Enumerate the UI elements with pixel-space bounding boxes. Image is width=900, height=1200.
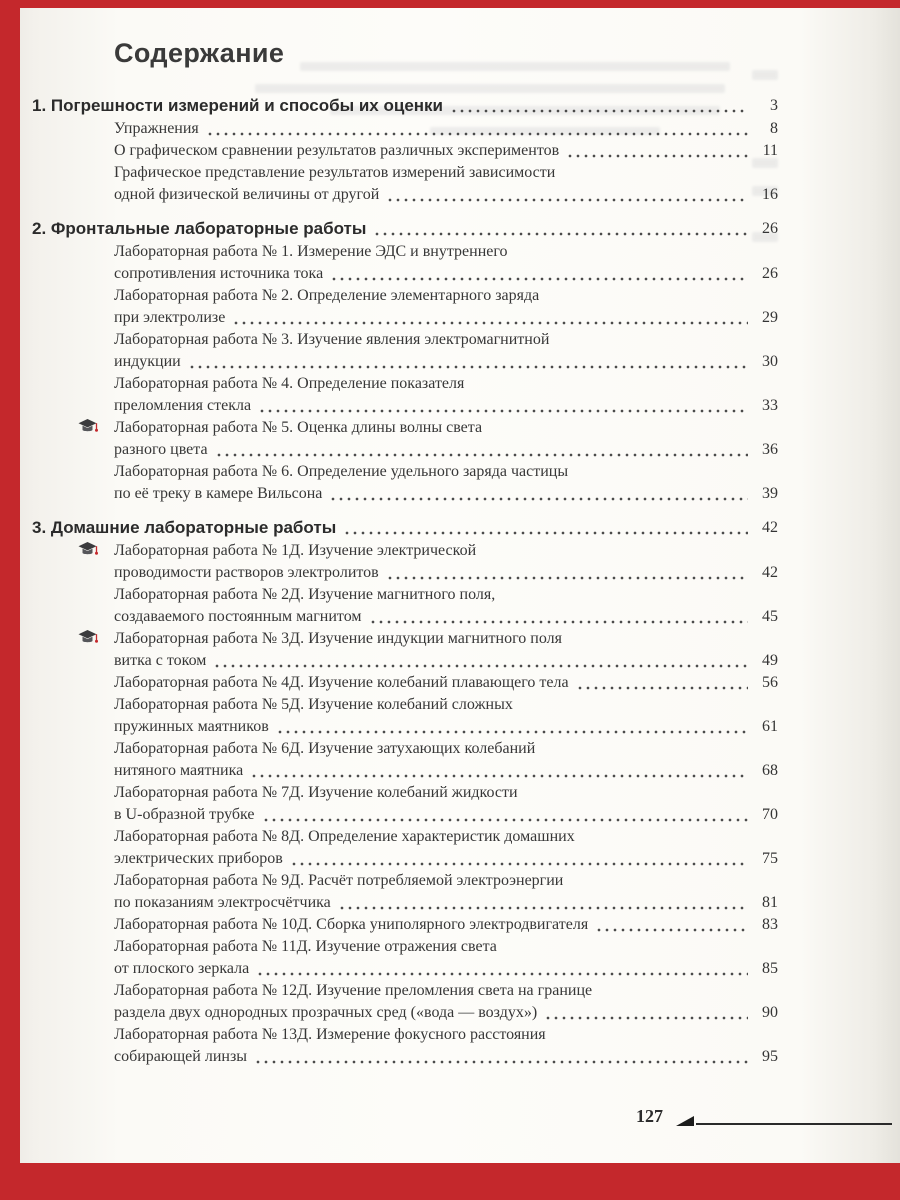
entry-line: Лабораторная работа № 3Д. Изучение индукции магнитного поля: [114, 630, 562, 647]
toc-entry: [114, 782, 778, 826]
entry-last-line: [114, 1002, 778, 1024]
toc-entry: [114, 329, 778, 373]
section-heading-row: [32, 218, 778, 240]
table-of-contents: [32, 38, 778, 1068]
entry-last-line: [114, 650, 778, 672]
entry-line: Лабораторная работа № 3. Изучение явления электромагнитной: [114, 331, 550, 348]
footer-rule: [696, 1123, 892, 1125]
book-cover-edge-left: [0, 0, 20, 1200]
entry-page-number: 83: [762, 916, 778, 933]
dot-leader: [338, 906, 748, 910]
section-heading-label: 3. Домашние лабораторные работы: [32, 518, 337, 537]
entry-page-number: 56: [762, 674, 778, 691]
entry-last-line: [114, 804, 778, 826]
section-entries: [32, 118, 778, 206]
dot-leader: [256, 972, 748, 976]
dot-leader: [566, 154, 748, 158]
entry-line: Лабораторная работа № 12Д. Изучение преломления света на границе: [114, 982, 593, 999]
dot-leader: [369, 620, 748, 624]
entry-line: Лабораторная работа № 4Д. Изучение колебаний плавающего тела: [114, 674, 569, 691]
dot-leader: [343, 531, 748, 535]
dot-leader: [206, 132, 748, 136]
toc-section: [32, 517, 778, 1068]
entry-page-number: 29: [762, 309, 778, 326]
entry-page-number: 81: [762, 894, 778, 911]
entry-page-number: 85: [762, 960, 778, 977]
toc-sections: [32, 95, 778, 1068]
entry-last-line: [114, 483, 778, 505]
entry-line: преломления стекла: [114, 397, 252, 414]
entry-page-number: 33: [762, 397, 778, 414]
entry-line: О графическом сравнении результатов различных экспериментов: [114, 142, 560, 159]
section-heading-label: 2. Фронтальные лабораторные работы: [32, 219, 367, 238]
book-page-footer: [636, 1106, 892, 1126]
entry-last-line: [114, 848, 778, 870]
entry-line: в U-образной трубке: [114, 806, 255, 823]
toc-entry: [114, 285, 778, 329]
entry-last-line: [114, 351, 778, 373]
toc-entry: [114, 628, 778, 672]
toc-entry: [114, 1024, 778, 1068]
page-title: Содержание: [114, 38, 285, 68]
dot-leader: [276, 730, 748, 734]
entry-page-number: 42: [762, 564, 778, 581]
section-heading-label: 1. Погрешности измерений и способы их оценки: [32, 96, 443, 115]
entry-line: создаваемого постоянным магнитом: [114, 608, 362, 625]
entry-page-number: 61: [762, 718, 778, 735]
entry-line: Лабораторная работа № 5Д. Изучение колебаний сложных: [114, 696, 513, 713]
entry-page-number: 30: [762, 353, 778, 370]
toc-entry: [114, 694, 778, 738]
entry-line: Лабораторная работа № 7Д. Изучение колебаний жидкости: [114, 784, 518, 801]
entry-page-number: 90: [762, 1004, 778, 1021]
entry-line: Лабораторная работа № 8Д. Определение характеристик домашних: [114, 828, 575, 845]
entry-last-line: [114, 395, 778, 417]
entry-last-line: [114, 914, 778, 936]
toc-entry: [114, 241, 778, 285]
dot-leader: [215, 453, 748, 457]
entry-line: от плоского зеркала: [114, 960, 250, 977]
entry-last-line: [114, 716, 778, 738]
section-entries: [32, 540, 778, 1068]
entry-line: по её треку в камере Вильсона: [114, 485, 323, 502]
lab-marker-icon: [78, 541, 98, 559]
dot-leader: [250, 774, 748, 778]
entry-line: Лабораторная работа № 13Д. Измерение фокусного расстояния: [114, 1026, 546, 1043]
dot-leader: [386, 198, 748, 202]
toc-entry: [114, 738, 778, 782]
entry-page-number: 75: [762, 850, 778, 867]
entry-line: разного цвета: [114, 441, 208, 458]
toc-section: [32, 218, 778, 505]
entry-last-line: [114, 760, 778, 782]
dot-leader: [330, 277, 748, 281]
toc-entry: [114, 870, 778, 914]
lab-marker-icon: [78, 418, 98, 436]
toc-entry: [114, 936, 778, 980]
dot-leader: [290, 862, 748, 866]
dot-leader: [258, 409, 748, 413]
entry-page-number: 45: [762, 608, 778, 625]
entry-line: нитяного маятника: [114, 762, 244, 779]
entry-last-line: [114, 140, 778, 162]
entry-line: витка с током: [114, 652, 207, 669]
entry-line: Лабораторная работа № 6Д. Изучение затухающих колебаний: [114, 740, 536, 757]
entry-line: раздела двух однородных прозрачных сред («вода — воздух»): [114, 1004, 538, 1021]
entry-page-number: 16: [762, 186, 778, 203]
entry-line: Лабораторная работа № 10Д. Сборка униполярного электродвигателя: [114, 916, 589, 933]
entry-page-number: 26: [762, 265, 778, 282]
dot-leader: [544, 1016, 748, 1020]
entry-last-line: [114, 606, 778, 628]
entry-line: Лабораторная работа № 6. Определение удельного заряда частицы: [114, 463, 569, 480]
entry-last-line: [114, 263, 778, 285]
entry-last-line: [114, 958, 778, 980]
dot-leader: [595, 928, 748, 932]
toc-entry: [114, 461, 778, 505]
lab-marker-icon: [78, 541, 98, 559]
dot-leader: [373, 232, 748, 236]
lab-marker-icon: [78, 629, 98, 647]
toc-entry: [114, 826, 778, 870]
entry-last-line: [114, 439, 778, 461]
section-page-number: 3: [770, 97, 778, 114]
dot-leader: [329, 497, 748, 501]
entry-last-line: [114, 672, 778, 694]
lab-marker-icon: [78, 629, 98, 647]
entry-page-number: 8: [770, 120, 778, 137]
entry-line: Лабораторная работа № 2. Определение элементарного заряда: [114, 287, 540, 304]
section-entries: [32, 241, 778, 505]
dot-leader: [188, 365, 748, 369]
entry-line: одной физической величины от другой: [114, 186, 380, 203]
toc-entry: [114, 118, 778, 140]
book-cover-edge-bottom: [0, 1163, 900, 1200]
entry-line: при электролизе: [114, 309, 226, 326]
entry-line: Лабораторная работа № 2Д. Изучение магнитного поля,: [114, 586, 496, 603]
dot-leader: [262, 818, 748, 822]
toc-entry: [114, 914, 778, 936]
toc-entry: [114, 540, 778, 584]
dot-leader: [254, 1060, 748, 1064]
entry-page-number: 36: [762, 441, 778, 458]
entry-page-number: 49: [762, 652, 778, 669]
entry-page-number: 95: [762, 1048, 778, 1065]
entry-line: пружинных маятников: [114, 718, 269, 735]
section-page-number: 42: [762, 519, 778, 536]
footer-mark-icon: [672, 1114, 696, 1126]
section-heading-row: [32, 95, 778, 117]
entry-line: сопротивления источника тока: [114, 265, 324, 282]
entry-line: Лабораторная работа № 1Д. Изучение электрической: [114, 542, 477, 559]
entry-line: индукции: [114, 353, 181, 370]
dot-leader: [386, 576, 748, 580]
toc-entry: [114, 162, 778, 206]
entry-line: Упражнения: [114, 120, 199, 137]
entry-last-line: [114, 184, 778, 206]
dot-leader: [450, 109, 748, 113]
dot-leader: [232, 321, 748, 325]
entry-page-number: 70: [762, 806, 778, 823]
entry-page-number: 68: [762, 762, 778, 779]
toc-section: [32, 95, 778, 206]
entry-page-number: 11: [762, 142, 778, 159]
entry-line: проводимости растворов электролитов: [114, 564, 379, 581]
entry-line: Лабораторная работа № 4. Определение показателя: [114, 375, 465, 392]
entry-line: Лабораторная работа № 5. Оценка длины волны света: [114, 419, 483, 436]
dot-leader: [576, 686, 748, 690]
entry-last-line: [114, 1046, 778, 1068]
entry-line: Лабораторная работа № 1. Измерение ЭДС и внутреннего: [114, 243, 508, 260]
dot-leader: [213, 664, 748, 668]
entry-line: по показаниям электросчётчика: [114, 894, 331, 911]
toc-entry: [114, 140, 778, 162]
lab-marker-icon: [78, 418, 98, 436]
section-page-number: 26: [762, 220, 778, 237]
entry-line: электрических приборов: [114, 850, 283, 867]
section-heading-row: [32, 517, 778, 539]
toc-entry: [114, 672, 778, 694]
toc-entry: [114, 584, 778, 628]
toc-entry: [114, 417, 778, 461]
toc-entry: [114, 980, 778, 1024]
toc-entry: [114, 373, 778, 417]
entry-page-number: 39: [762, 485, 778, 502]
entry-line: Лабораторная работа № 9Д. Расчёт потребляемой электроэнергии: [114, 872, 564, 889]
entry-line: собирающей линзы: [114, 1048, 248, 1065]
entry-line: Лабораторная работа № 11Д. Изучение отражения света: [114, 938, 497, 955]
footer-page-number: 127: [636, 1106, 663, 1126]
entry-last-line: [114, 307, 778, 329]
entry-last-line: [114, 118, 778, 140]
entry-last-line: [114, 562, 778, 584]
entry-last-line: [114, 892, 778, 914]
entry-line: Графическое представление результатов измерений зависимости: [114, 164, 556, 181]
book-cover-edge-top: [0, 0, 900, 8]
